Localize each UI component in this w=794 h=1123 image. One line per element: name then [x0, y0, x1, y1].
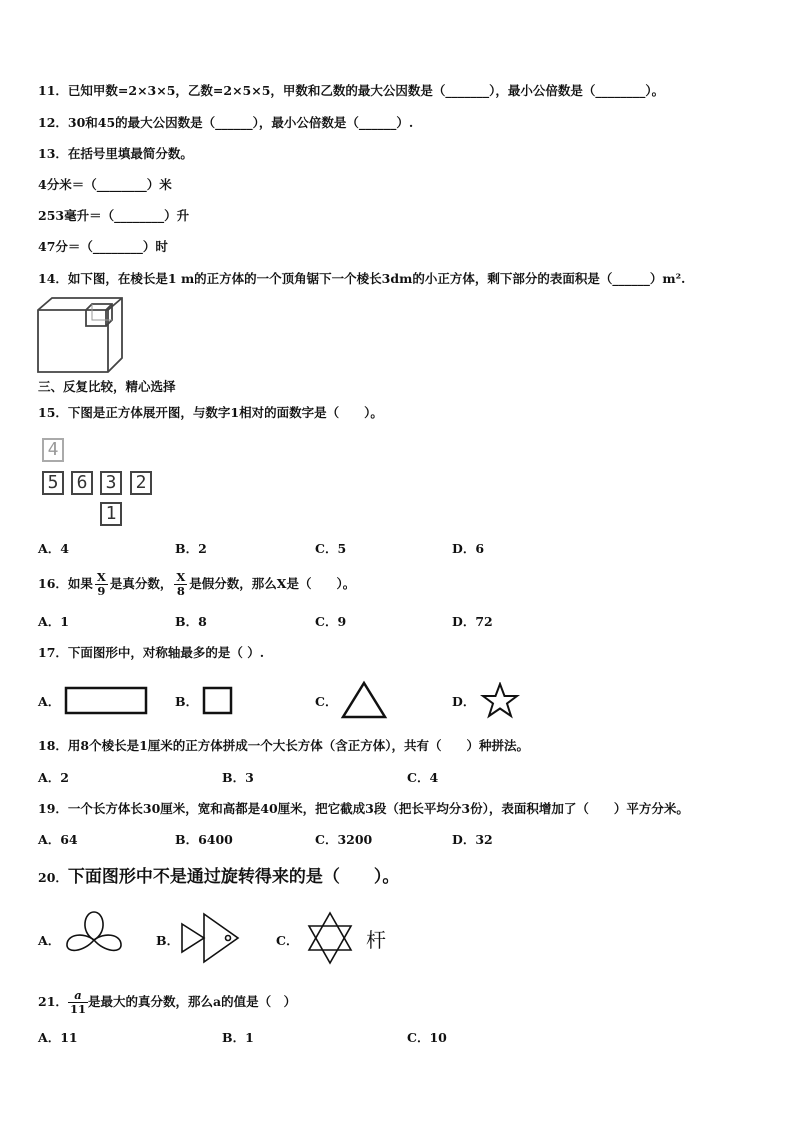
question-16	[38, 568, 355, 600]
fraction-a-over-11: $\frac{a}{11}$	[70, 988, 87, 1016]
option-b[interactable]: B．2	[175, 541, 207, 556]
question-16-prefix: 16．如果	[38, 576, 93, 591]
option-c[interactable]: C．9	[315, 614, 347, 629]
fraction-x-over-9: $\frac{X}{9}$	[96, 570, 106, 598]
question-19-options	[38, 831, 738, 849]
question-15: 15．下图是正方体展开图，与数字1相对的面数字是（ ）。	[38, 405, 383, 420]
question-11: 11．已知甲数=2×3×5，乙数=2×5×5，甲数和乙数的最大公因数是（_______），最小公倍数是（________）。	[38, 83, 665, 98]
net-face: 1	[100, 502, 122, 526]
rectangle-shape[interactable]	[64, 686, 148, 716]
option-c[interactable]: C．4	[407, 770, 439, 785]
question-19: 19．一个长方体长30厘米，宽和高都是40厘米，把它截成3段（把长平均分3份），表面积增加了（ ）平方分米。	[38, 801, 689, 816]
fish-shape[interactable]	[180, 912, 240, 964]
option-c-label[interactable]: C．	[276, 933, 299, 948]
section-3-heading: 三、反复比较，精心选择	[38, 379, 176, 394]
question-12: 12．30和45的最大公因数是（______），最小公倍数是（______）.	[38, 115, 414, 130]
option-a[interactable]: A．64	[38, 832, 78, 847]
option-b[interactable]: B．1	[222, 1030, 254, 1045]
option-c[interactable]: C．3200	[315, 832, 373, 847]
question-16-suffix: 是假分数，那么X是（ ）。	[189, 576, 356, 591]
question-21	[38, 984, 296, 1020]
fraction-x-over-8: $\frac{X}{8}$	[176, 570, 186, 598]
option-c[interactable]: C．5	[315, 541, 347, 556]
net-face: 3	[100, 471, 122, 495]
question-13-item-b: 253毫升＝（________）升	[38, 208, 190, 223]
question-18-options	[38, 769, 738, 787]
question-14: 14．如下图，在棱长是1 m的正方体的一个顶角锯下一个棱长3dm的小正方体，剩下部分的表面积是（______）m².	[38, 271, 686, 286]
question-13-item-a: 4分米＝（________）米	[38, 177, 172, 192]
triangle-shape[interactable]	[340, 680, 388, 720]
cube-net-figure	[38, 436, 163, 532]
question-21-options	[38, 1029, 738, 1047]
question-21-suffix: 是最大的真分数，那么a的值是（ ）	[88, 994, 297, 1009]
question-17: 17．下面图形中，对称轴最多的是（ ）.	[38, 645, 265, 660]
option-a[interactable]: A．4	[38, 541, 69, 556]
option-b[interactable]: B．8	[175, 614, 207, 629]
net-face: 2	[130, 471, 152, 495]
question-13: 13．在括号里填最简分数。	[38, 146, 193, 161]
option-d[interactable]: D．32	[452, 832, 493, 847]
option-c[interactable]: C．10	[407, 1030, 447, 1045]
question-16-mid: 是真分数，	[109, 576, 173, 591]
square-shape[interactable]	[202, 686, 234, 716]
option-d[interactable]: D．72	[452, 614, 493, 629]
cube-with-corner-cut-figure	[36, 296, 126, 376]
option-a-label[interactable]: A．	[38, 933, 61, 948]
net-face: 5	[42, 471, 64, 495]
option-a[interactable]: A．11	[38, 1030, 78, 1045]
character-gan[interactable]: 杆	[366, 928, 386, 952]
question-18: 18．用8个棱长是1厘米的正方体拼成一个大长方体（含正方体），共有（ ）种拼法。	[38, 738, 530, 753]
question-20	[38, 865, 399, 890]
option-b[interactable]: B．6400	[175, 832, 233, 847]
option-a[interactable]: A．1	[38, 614, 69, 629]
question-21-number: 21．	[38, 994, 68, 1009]
option-d-label[interactable]: D．	[452, 694, 476, 709]
six-point-star-shape[interactable]	[306, 911, 354, 965]
option-d[interactable]: D．6	[452, 541, 485, 556]
question-15-options	[38, 540, 738, 558]
option-c-label[interactable]: C．	[315, 694, 338, 709]
option-a-label[interactable]: A．	[38, 694, 61, 709]
option-b[interactable]: B．3	[222, 770, 254, 785]
option-b-label[interactable]: B．	[175, 694, 199, 709]
question-20-number: 20．	[38, 870, 68, 885]
net-face: 4	[42, 438, 64, 462]
question-20-text: 下面图形中不是通过旋转得来的是（ ）。	[67, 867, 400, 887]
star-shape[interactable]	[480, 682, 520, 720]
net-face: 6	[71, 471, 93, 495]
trefoil-petals-shape[interactable]	[64, 910, 124, 962]
question-16-options	[38, 613, 738, 631]
question-13-item-c: 47分＝（________）时	[38, 239, 168, 254]
option-a[interactable]: A．2	[38, 770, 69, 785]
option-b-label[interactable]: B．	[156, 933, 180, 948]
